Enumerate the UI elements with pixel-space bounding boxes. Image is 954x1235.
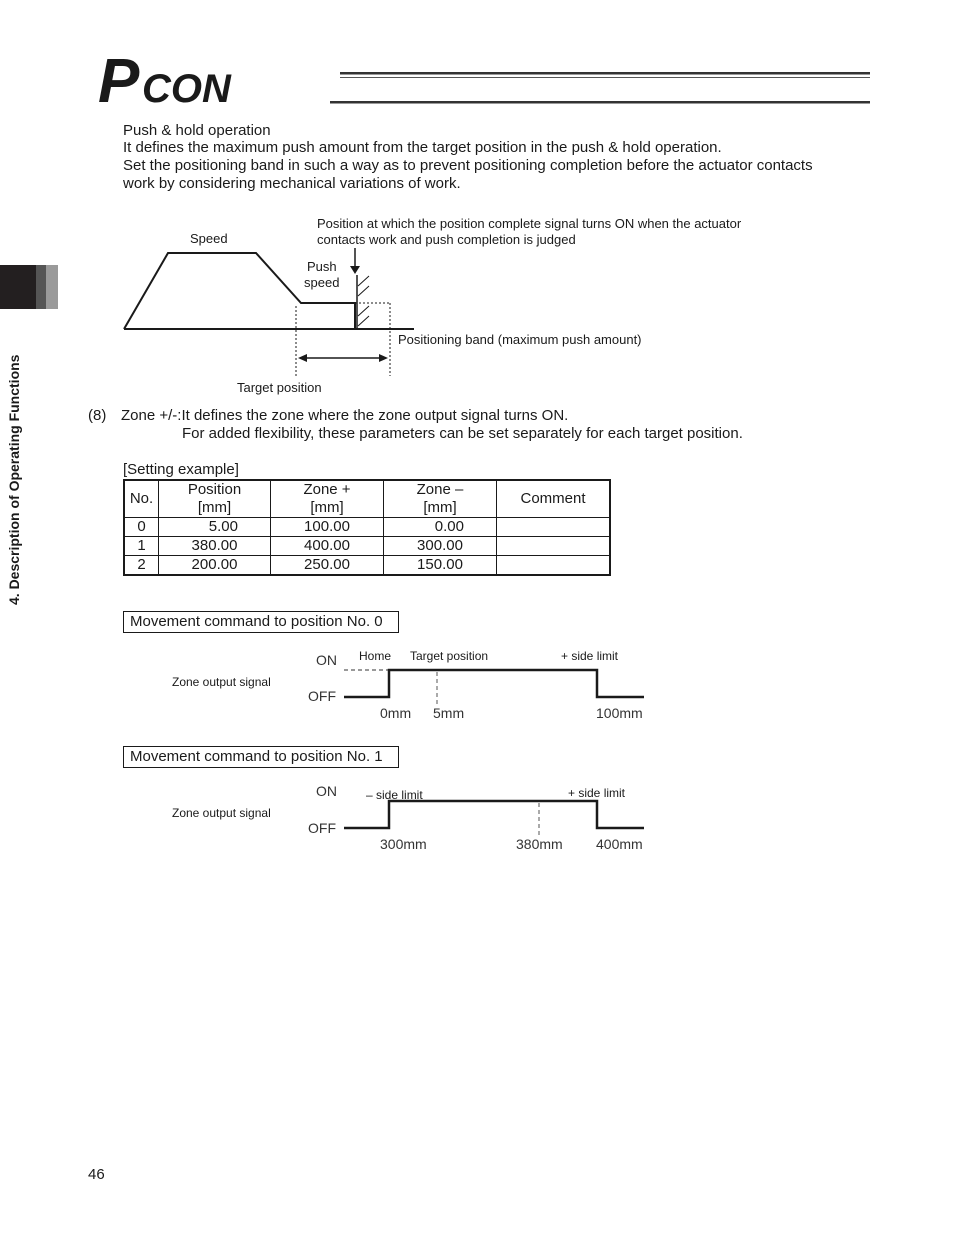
table-row: [124, 518, 610, 537]
header-position: [159, 480, 271, 518]
intro-line-3: work by considering mechanical variations of work.: [123, 175, 461, 192]
cell-zone-minus: 300.00: [384, 537, 497, 556]
x-label-380mm: 380mm: [516, 836, 563, 852]
minus-side-limit-label: – side limit: [366, 788, 423, 802]
target-position-label: Target position: [237, 380, 322, 395]
x-label-300mm: 300mm: [380, 836, 427, 852]
target-position-wave-label: Target position: [410, 649, 489, 663]
header-position-line-2: [mm]: [197, 499, 232, 516]
band-label: Positioning band (maximum push amount): [398, 332, 642, 347]
table-row: [124, 537, 610, 556]
zone-output-signal-label-1: Zone output signal: [172, 806, 271, 820]
svg-text:P: P: [98, 54, 140, 108]
header-zone-minus: [384, 480, 497, 518]
x-label-400mm: 400mm: [596, 836, 643, 852]
cell-no: 2: [124, 556, 159, 576]
zone-line-2: For added flexibility, these parameters can be set separately for each target position.: [182, 425, 743, 442]
push-speed-label-2: speed: [304, 275, 340, 290]
table-header-row: [124, 480, 610, 518]
setting-example-table: [123, 479, 611, 576]
header-no: No.: [124, 480, 159, 518]
complete-label-2: contacts work and push completion is judged: [317, 232, 576, 247]
intro-title: Push & hold operation: [123, 122, 271, 139]
cell-comment: [497, 518, 611, 537]
x-label-100mm: 100mm: [596, 705, 643, 721]
intro-line-2: Set the positioning band in such a way as to prevent positioning completion before the actuator contacts: [123, 157, 813, 174]
zone-output-signal-label-0: Zone output signal: [172, 675, 271, 689]
cell-zone-minus: 150.00: [384, 556, 497, 576]
header-zone-plus: [271, 480, 384, 518]
movement-command-1: Movement command to position No. 1: [123, 746, 399, 768]
cell-comment: [497, 537, 611, 556]
on-label-0: ON: [316, 652, 337, 668]
section-title: 4. Description of Operating Functions: [6, 354, 22, 605]
section-tab-marker: [0, 265, 58, 309]
speed-label: Speed: [190, 231, 228, 246]
on-label-1: ON: [316, 783, 337, 799]
off-label-0: OFF: [308, 688, 336, 704]
header-zone-minus-line-2: [mm]: [423, 499, 457, 516]
zone-signal-waveform-0: [340, 660, 650, 710]
header-zone-minus-line-1: Zone –: [416, 481, 464, 498]
pcon-logo: [98, 54, 338, 108]
cell-position: 200.00: [159, 556, 271, 576]
home-label: Home: [359, 649, 392, 663]
movement-command-0: Movement command to position No. 0: [123, 611, 399, 633]
x-label-5mm: 5mm: [433, 705, 465, 721]
cell-position: 380.00: [159, 537, 271, 556]
cell-position: 5.00: [159, 518, 271, 537]
zone-item-number: (8): [88, 407, 107, 424]
complete-label-1: Position at which the position complete signal turns ON when the actuator: [317, 216, 742, 231]
header-zone-plus-line-1: Zone +: [303, 481, 351, 498]
setting-example-caption: [Setting example]: [123, 461, 239, 478]
header-rule: [330, 70, 870, 106]
push-speed-label-1: Push: [307, 259, 337, 274]
cell-comment: [497, 556, 611, 576]
plus-side-limit-label-1: + side limit: [568, 786, 626, 800]
plus-side-limit-label-0: + side limit: [561, 649, 619, 663]
header-comment: Comment: [497, 480, 611, 518]
table-row: [124, 556, 610, 576]
cell-zone-plus: 250.00: [271, 556, 384, 576]
header-zone-plus-line-2: [mm]: [310, 499, 344, 516]
zone-line-1: Zone +/-:It defines the zone where the zone output signal turns ON.: [121, 407, 569, 424]
off-label-1: OFF: [308, 820, 336, 836]
push-speed-diagram: [118, 240, 428, 380]
page-number: 46: [88, 1166, 105, 1183]
cell-zone-minus: 0.00: [384, 518, 497, 537]
intro-line-1: It defines the maximum push amount from the target position in the push & hold operation.: [123, 139, 722, 156]
header-position-line-1: Position: [187, 481, 242, 498]
cell-zone-plus: 100.00: [271, 518, 384, 537]
cell-zone-plus: 400.00: [271, 537, 384, 556]
x-label-0mm: 0mm: [380, 705, 412, 721]
cell-no: 0: [124, 518, 159, 537]
cell-no: 1: [124, 537, 159, 556]
svg-text:CON: CON: [142, 67, 231, 108]
